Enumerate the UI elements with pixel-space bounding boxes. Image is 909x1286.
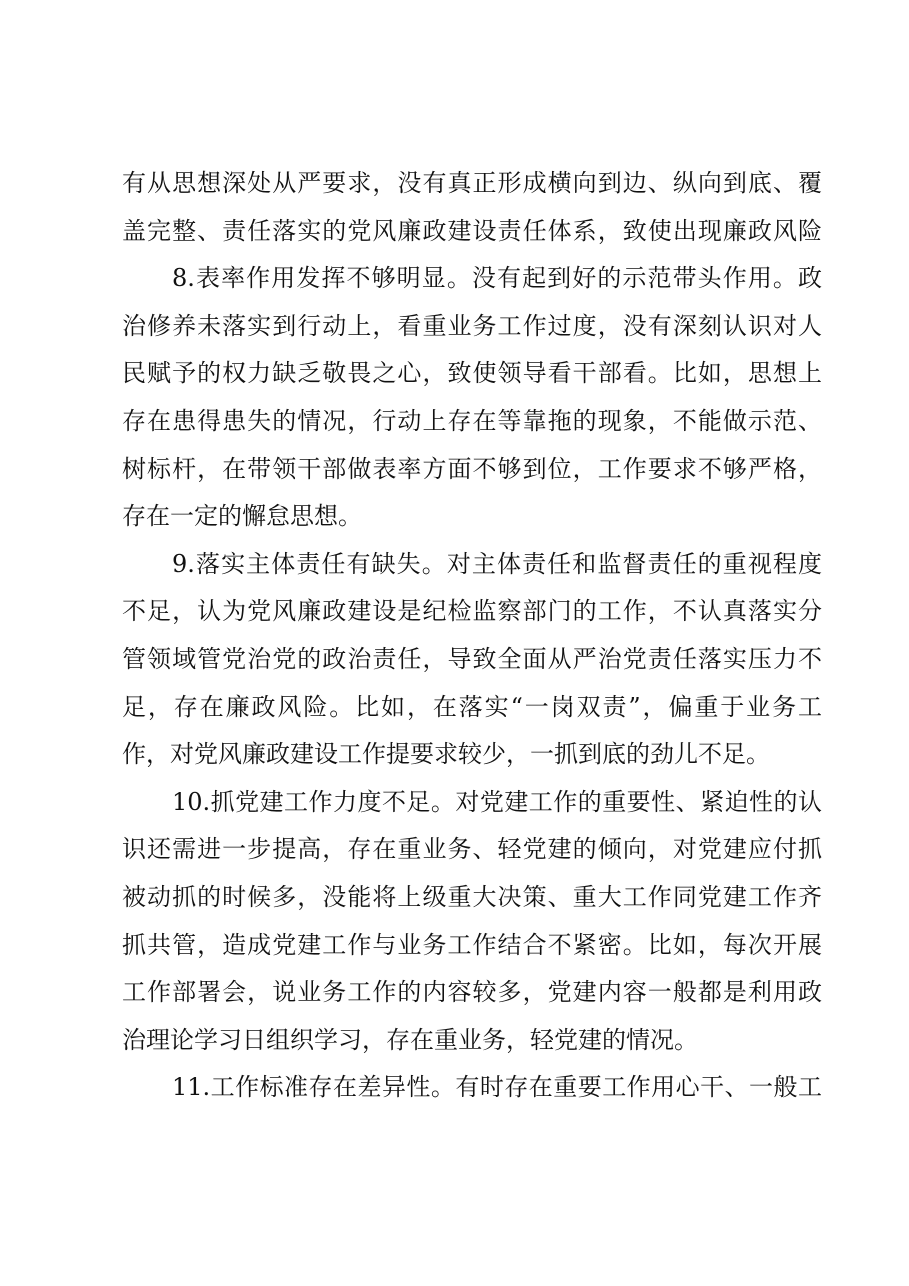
text-line: 识还需进一步提高，存在重业务、轻党建的倾向，对党建应付抓 xyxy=(122,835,822,864)
text-line: 被动抓的时候多，没能将上级重大决策、重大工作同党建工作齐 xyxy=(122,882,822,911)
text-line: 9.落实主体责任有缺失。对主体责任和监督责任的重视程度 xyxy=(172,549,822,578)
text-line: 管领域管党治党的政治责任，导致全面从严治党责任落实压力不 xyxy=(122,644,822,673)
text-line: 存在患得患失的情况，行动上存在等靠拖的现象，不能做示范、 xyxy=(122,406,822,435)
paragraph-item-8 xyxy=(122,255,822,541)
text-line: 工作部署会，说业务工作的内容较多，党建内容一般都是利用政 xyxy=(122,978,822,1007)
text-line: 作，对党风廉政建设工作提要求较少，一抓到底的劲儿不足。 xyxy=(122,740,770,769)
text-line: 存在一定的懈怠思想。 xyxy=(122,502,362,531)
text-line: 足，存在廉政风险。比如，在落实“一岗双责”，偏重于业务工 xyxy=(122,692,822,721)
text-line: 10.抓党建工作力度不足。对党建工作的重要性、紧迫性的认 xyxy=(172,787,822,816)
text-line: 8.表率作用发挥不够明显。没有起到好的示范带头作用。政 xyxy=(172,264,822,293)
text-line: 有从思想深处从严要求，没有真正形成横向到边、纵向到底、覆 xyxy=(122,169,822,197)
text-line: 治修养未落实到行动上，看重业务工作过度，没有深刻认识对人 xyxy=(122,311,822,340)
paragraph-item-10 xyxy=(122,779,822,1065)
paragraph xyxy=(122,160,822,255)
text-line: 民赋予的权力缺乏敬畏之心，致使领导看干部看。比如，思想上 xyxy=(122,359,822,388)
text-line: 抓共管，造成党建工作与业务工作结合不紧密。比如，每次开展 xyxy=(122,930,822,959)
text-line: 树标杆，在带领干部做表率方面不够到位，工作要求不够严格， xyxy=(122,454,822,483)
text-line: 盖完整、责任落实的党风廉政建设责任体系，致使出现廉政风险 xyxy=(122,216,822,245)
text-line: 治理论学习日组织学习，存在重业务，轻党建的情况。 xyxy=(122,1025,698,1054)
document-body xyxy=(122,160,822,1112)
text-line: 11.工作标准存在差异性。有时存在重要工作用心干、一般工 xyxy=(172,1073,822,1102)
text-line: 不足，认为党风廉政建设是纪检监察部门的工作，不认真落实分 xyxy=(122,597,822,626)
paragraph-item-11 xyxy=(122,1064,822,1112)
paragraph-item-9 xyxy=(122,541,822,779)
